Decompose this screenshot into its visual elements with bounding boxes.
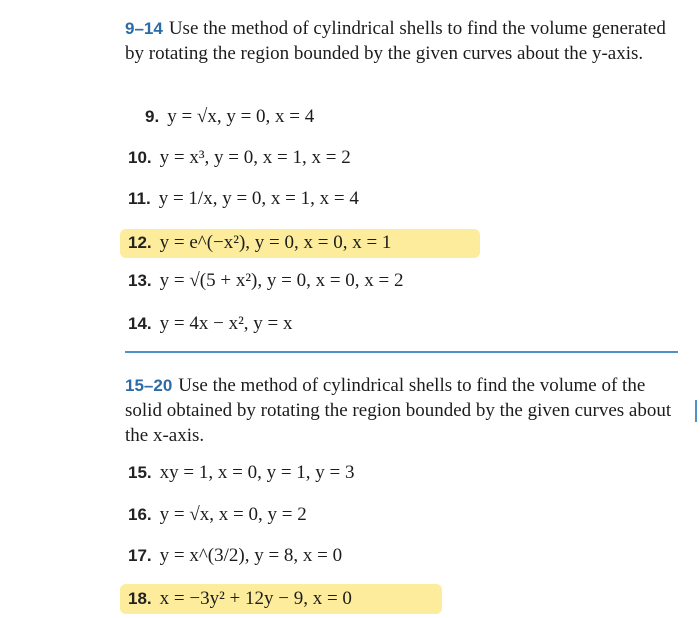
problem-number: 16. xyxy=(128,505,152,524)
problem-equation: y = 4x − x², y = x xyxy=(159,313,293,334)
problem-15 xyxy=(128,458,355,488)
problem-equation: y = √(5 + x²), y = 0, x = 0, x = 2 xyxy=(159,270,404,291)
problem-number: 9. xyxy=(145,107,160,126)
section-1-instructions xyxy=(125,16,685,66)
section-divider xyxy=(125,351,678,353)
problem-equation: y = √x, y = 0, x = 4 xyxy=(167,106,315,127)
problem-equation: y = x³, y = 0, x = 1, x = 2 xyxy=(159,147,351,168)
problem-number: 18. xyxy=(128,589,152,608)
problem-17 xyxy=(128,541,342,571)
problem-number: 14. xyxy=(128,314,152,333)
problem-14 xyxy=(128,309,292,339)
section-2-text: Use the method of cylindrical shells to find the volume of the solid obtained by rotating the region bounded by the given curves about the x-axis. xyxy=(125,375,672,446)
problem-13 xyxy=(128,266,404,296)
problem-number: 10. xyxy=(128,148,152,167)
section-1-range: 9–14 xyxy=(125,19,163,38)
problem-equation: y = 1/x, y = 0, x = 1, x = 4 xyxy=(158,188,359,209)
problem-equation: x = −3y² + 12y − 9, x = 0 xyxy=(159,588,352,609)
section-2-range: 15–20 xyxy=(125,376,173,395)
problem-number: 17. xyxy=(128,546,152,565)
problem-number: 11. xyxy=(128,189,151,208)
problem-number: 12. xyxy=(128,233,152,252)
problem-equation: y = e^(−x²), y = 0, x = 0, x = 1 xyxy=(159,232,392,253)
problem-12 xyxy=(128,228,391,258)
problem-9 xyxy=(145,102,314,132)
section-2-instructions xyxy=(125,373,685,448)
problem-10 xyxy=(128,143,351,173)
problem-equation: y = x^(3/2), y = 8, x = 0 xyxy=(159,545,343,566)
problem-number: 15. xyxy=(128,463,152,482)
problem-number: 13. xyxy=(128,271,152,290)
problem-18 xyxy=(128,584,352,614)
section-1-text: Use the method of cylindrical shells to find the volume generated by rotating the region bounded by the given curves about the y-axis. xyxy=(125,18,666,64)
problem-equation: xy = 1, x = 0, y = 1, y = 3 xyxy=(159,462,355,483)
problem-equation: y = √x, x = 0, y = 2 xyxy=(159,504,307,525)
margin-mark xyxy=(695,400,697,422)
problem-11 xyxy=(128,184,359,214)
problem-16 xyxy=(128,500,307,530)
